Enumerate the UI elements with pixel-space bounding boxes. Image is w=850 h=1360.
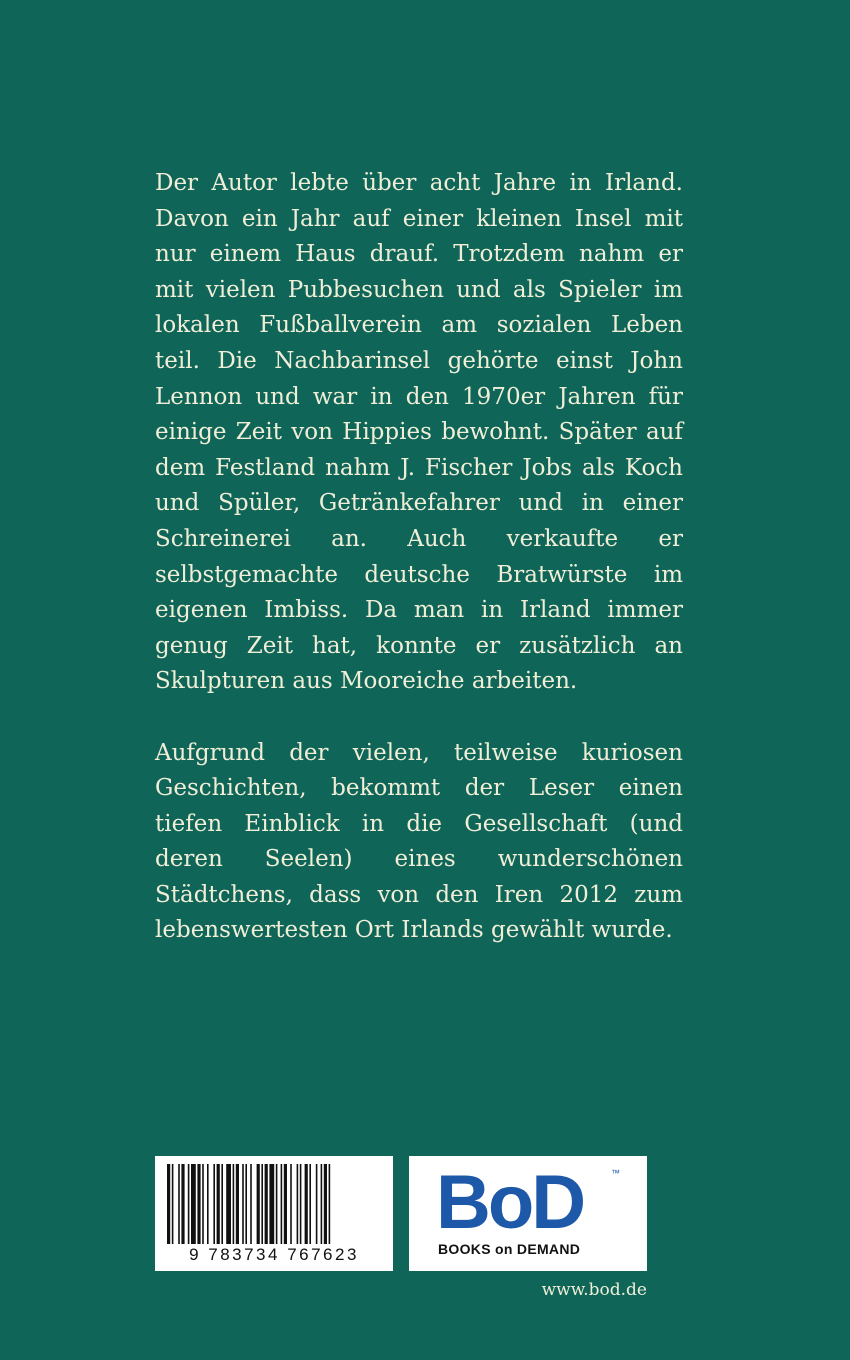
barcode-bar (213, 1164, 215, 1244)
barcode-bar (202, 1164, 204, 1244)
barcode-bar (233, 1164, 235, 1244)
barcode-bars (167, 1164, 381, 1244)
publisher-logo (409, 1156, 647, 1271)
barcode-bar (324, 1164, 327, 1244)
barcode-bar (197, 1164, 200, 1244)
isbn-digits: 9 783734 767623 (189, 1245, 359, 1264)
barcode-bar (321, 1164, 323, 1244)
barcode-bar (261, 1164, 263, 1244)
barcode-bar (329, 1164, 331, 1244)
barcode-bar (309, 1164, 311, 1244)
barcode-bar (316, 1164, 318, 1244)
barcode-bar (290, 1164, 292, 1244)
barcode-bar (236, 1164, 239, 1244)
barcode-bar (245, 1164, 247, 1244)
publisher-subtitle: BOOKS on DEMAND (438, 1241, 581, 1257)
barcode-bar (242, 1164, 244, 1244)
barcode-bar (276, 1164, 278, 1244)
barcode-bar (178, 1164, 180, 1244)
barcode-bar (167, 1164, 170, 1244)
barcode-bar (226, 1164, 231, 1244)
barcode-bar (221, 1164, 223, 1244)
barcode-bar (300, 1164, 302, 1244)
trademark-symbol: ™ (611, 1168, 620, 1178)
barcode-bar (305, 1164, 308, 1244)
barcode-bar (172, 1164, 174, 1244)
barcode-bar (207, 1164, 209, 1244)
blurb-paragraph-2: Aufgrund der vielen, teilweise kuriosen Geschichten, bekommt der Leser einen tiefen Einblick in die Gesellschaft (und deren Seelen) eines wunderschönen Städtchens, dass von den Iren 2012 zum lebenswertesten Ort Irlands gewählt wurde. (155, 739, 683, 944)
blurb-text (155, 166, 683, 949)
barcode-bar (191, 1164, 196, 1244)
barcode-bar (284, 1164, 287, 1244)
barcode-bar (269, 1164, 274, 1244)
barcode-bar (250, 1164, 252, 1244)
isbn-barcode (155, 1156, 393, 1271)
barcode-bar (188, 1164, 190, 1244)
blurb-paragraph-1: Der Autor lebte über acht Jahre in Irland. Davon ein Jahr auf einer kleinen Insel mit nur einem Haus drauf. Trotzdem nahm er mit vielen Pubbesuchen und als Spieler im lokalen Fußballverein am sozialen Leben teil. Die Nachbarinsel gehörte einst John Lennon und war in den 1970er Jahren für einige Zeit von Hippies bewohnt. Später auf dem Festland nahm J. Fischer Jobs als Koch und Spüler, Getränkefahrer und in einer Schreinerei an. Auch verkaufte er selbstgemachte deutsche Bratwürste im eigenen Imbiss. Da man in Irland immer genug Zeit hat, konnte er zusätzlich an Skulpturen aus Mooreiche arbeiten. (155, 170, 683, 695)
barcode-bar (265, 1164, 268, 1244)
barcode-bar (217, 1164, 220, 1244)
barcode-bar (181, 1164, 184, 1244)
barcode-bar (297, 1164, 299, 1244)
publisher-url: www.bod.de (541, 1280, 647, 1300)
barcode-bar (281, 1164, 283, 1244)
bod-logo-text: BoD (436, 1160, 584, 1245)
barcode-bar (257, 1164, 260, 1244)
